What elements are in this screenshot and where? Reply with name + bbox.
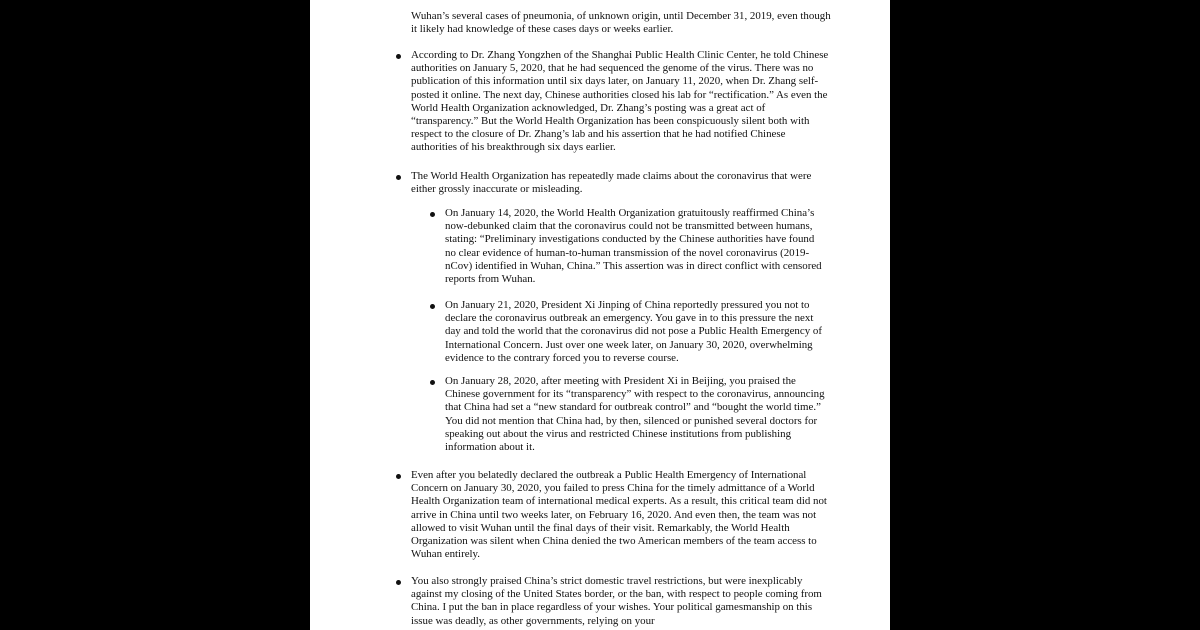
continuation-paragraph: Wuhan’s several cases of pneumonia, of unknown origin, until December 31, 2019, even though it likely had knowledge of these cases days or weeks earlier. bbox=[411, 10, 831, 36]
sub-bullet-text: On January 21, 2020, President Xi Jinping of China reportedly pressured you not to declare the coronavirus outbreak an emergency. You gave in to this pressure the next day and told the world that the coronavirus did not pose a Public Health Emergency of International Concern. Just over one week later, on January 30, 2020, overwhelming evidence to the contrary forced you to reverse course. bbox=[445, 299, 822, 364]
bullet-text: According to Dr. Zhang Yongzhen of the Shanghai Public Health Clinic Center, he told Chinese authorities on January 5, 2020, that he had sequenced the genome of the virus. There was no publication of this information until six days later, on January 11, 2020, when Dr. Zhang self-posted it online. The next day, Chinese authorities closed his lab for “rectification.” As even the World Health Organization acknowledged, Dr. Zhang’s posting was a great act of “transparency.” But the World Health Organization has been conspicuously silent both with respect to the closure of Dr. Zhang’s lab and his assertion that he had notified Chinese authorities of his breakthrough six days earlier. bbox=[411, 49, 829, 154]
bullet-text: You also strongly praised China’s strict domestic travel restrictions, but were inexplicably against my closing of the United States border, or the ban, with respect to people coming from China. I put the ban in place regardless of your wishes. Your political gamesmanship on this issue was deadly, as other governments, relying on your bbox=[411, 575, 822, 627]
bullet-text: Even after you belatedly declared the outbreak a Public Health Emergency of International Concern on January 30, 2020, you failed to press China for the timely admittance of a World Health Organization team of international medical experts. As a result, this critical team did not arrive in China until two weeks later, on February 16, 2020. And even then, the team was not allowed to visit Wuhan until the final days of their visit. Remarkably, the World Health Organization was silent when China denied the two American members of the team access to Wuhan entirely. bbox=[411, 469, 827, 561]
bullet-text: The World Health Organization has repeatedly made claims about the coronavirus that were either grossly inaccurate or misleading. bbox=[411, 170, 812, 196]
bullet-marker bbox=[396, 474, 401, 479]
bullet-marker bbox=[396, 175, 401, 180]
sub-bullet-marker bbox=[430, 380, 435, 385]
bullet-marker bbox=[396, 54, 401, 59]
sub-bullet-marker bbox=[430, 212, 435, 217]
bullet-marker bbox=[396, 580, 401, 585]
sub-bullet-text: On January 28, 2020, after meeting with President Xi in Beijing, you praised the Chinese government for its “transparency” with respect to the coronavirus, announcing that China had set a “new standard for outbreak control” and “bought the world time.” You did not mention that China had, by then, silenced or punished several doctors for speaking out about the virus and restricted Chinese institutions from publishing information about it. bbox=[445, 375, 825, 454]
sub-bullet-marker bbox=[430, 304, 435, 309]
sub-bullet-text: On January 14, 2020, the World Health Organization gratuitously reaffirmed China’s now-debunked claim that the coronavirus could not be transmitted between humans, stating: “Preliminary investigations conducted by the Chinese authorities have found no clear evidence of human-to-human transmission of the novel coronavirus (2019-nCov) identified in Wuhan, China.” This assertion was in direct conflict with censored reports from Wuhan. bbox=[445, 207, 822, 286]
document-page bbox=[310, 0, 890, 630]
